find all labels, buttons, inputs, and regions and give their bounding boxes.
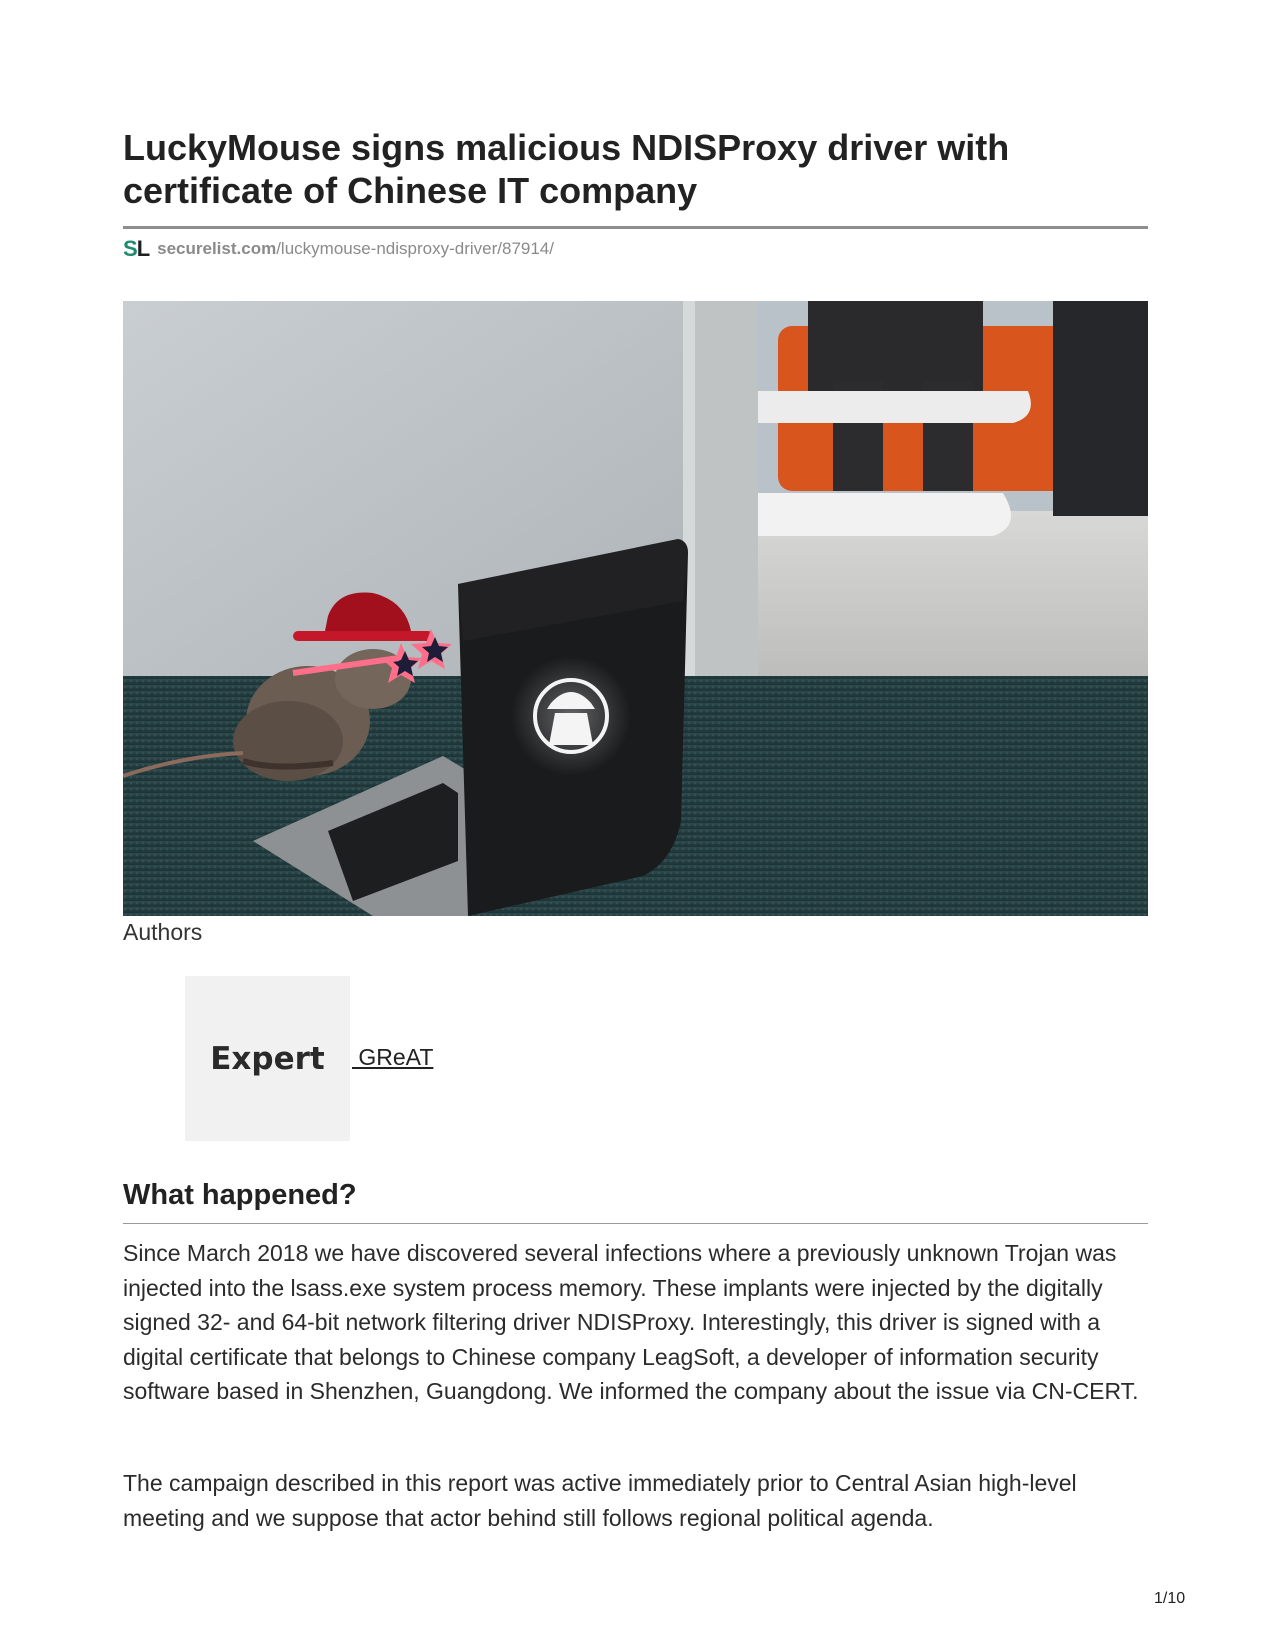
page-number: 1/10 xyxy=(1154,1590,1186,1607)
title-divider xyxy=(123,226,1148,229)
source-line xyxy=(123,238,554,260)
paragraph-2: The campaign described in this report was active immediately prior to Central Asian high-level meeting and we suppose that actor behind still follows regional political agenda. xyxy=(123,1470,1077,1531)
author-avatar xyxy=(185,976,350,1141)
section-divider xyxy=(123,1223,1148,1224)
section-heading: What happened? xyxy=(123,1179,357,1211)
source-path: /luckymouse-ndisproxy-driver/87914/ xyxy=(276,239,554,258)
expert-badge-text: Expert xyxy=(210,1040,325,1077)
author-link-great[interactable]: GReAT xyxy=(352,1044,434,1070)
authors-label: Authors xyxy=(123,919,203,945)
paragraph-1: Since March 2018 we have discovered several infections where a previously unknown Trojan was injected into the lsass.exe system process memory. These implants were injected by the digitally signed 32- and 64-bit network filtering driver NDISProxy. Interestingly, this driver is signed with a digital certificate that belongs to Chinese company LeagSoft, a developer of information security software based in Shenzhen, Guangdong. We informed the company about the issue via CN-CERT. xyxy=(123,1240,1139,1404)
source-link[interactable] xyxy=(157,239,554,259)
hero-image xyxy=(123,301,1148,916)
source-domain: securelist.com xyxy=(157,239,277,258)
article-title: LuckyMouse signs malicious NDISProxy driver with certificate of Chinese IT company xyxy=(123,127,1010,211)
securelist-logo-icon: SL xyxy=(123,236,150,261)
